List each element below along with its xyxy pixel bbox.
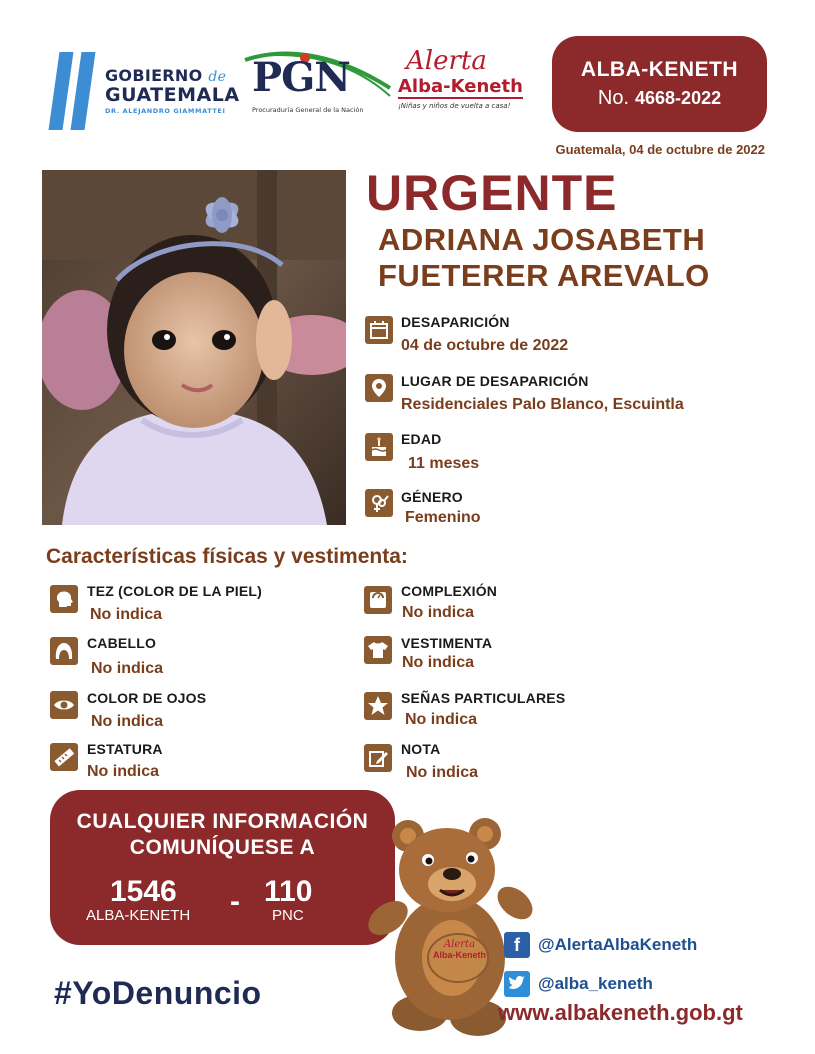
alerta-word: Alerta <box>406 46 487 76</box>
place-value: Residenciales Palo Blanco, Escuintla <box>401 396 684 413</box>
hair-icon <box>50 637 78 665</box>
pgn-letters: PGN <box>252 54 350 101</box>
urgent-title: URGENTE <box>366 165 618 221</box>
missing-child-photo <box>42 170 346 525</box>
number-separator: - <box>230 885 240 918</box>
ruler-icon <box>50 743 78 771</box>
phone-number-alba-keneth[interactable]: 1546 <box>110 875 177 908</box>
note-label: NOTA <box>401 741 441 757</box>
alerta-slogan: ¡Niñas y niños de vuelta a casa! <box>398 102 511 110</box>
gobierno-line2: GUATEMALA <box>105 84 240 106</box>
child-name-line2: FUETERER AREVALO <box>378 258 710 293</box>
alerta-name: Alba-Keneth <box>398 76 523 97</box>
cake-icon <box>365 433 393 461</box>
pgn-caption: Procuraduría General de la Nación <box>252 106 364 114</box>
twitter-icon[interactable] <box>504 971 530 997</box>
hair-value: No indica <box>91 660 164 677</box>
gender-value: Femenino <box>405 509 481 526</box>
gobierno-guatemala-logo <box>50 52 240 132</box>
phone-label-alba-keneth: ALBA-KENETH <box>86 907 191 924</box>
calendar-icon <box>365 316 393 344</box>
location-pin-icon <box>365 374 393 402</box>
contact-line1: CUALQUIER INFORMACIÓN <box>76 810 369 833</box>
hair-label: CABELLO <box>87 635 157 651</box>
alerta-alba-keneth-logo <box>398 46 533 121</box>
disappearance-value: 04 de octubre de 2022 <box>401 337 569 354</box>
note-pencil-icon <box>364 744 392 772</box>
bear-badge-line2: Alba-Keneth <box>432 950 486 960</box>
hashtag: #YoDenuncio <box>54 975 262 1011</box>
skin-label: TEZ (COLOR DE LA PIEL) <box>87 583 262 599</box>
scale-icon <box>364 586 392 614</box>
date-line: Guatemala, 04 de octubre de 2022 <box>555 142 765 157</box>
build-label: COMPLEXIÓN <box>401 583 498 599</box>
child-name-line1: ADRIANA JOSABETH <box>378 222 706 257</box>
place-label: LUGAR DE DESAPARICIÓN <box>401 373 589 389</box>
eye-icon <box>50 691 78 719</box>
contact-box <box>50 790 395 945</box>
gobierno-de: de <box>208 69 227 85</box>
facebook-icon[interactable]: f <box>504 932 530 958</box>
marks-value: No indica <box>405 711 478 728</box>
case-number-box <box>552 36 767 132</box>
case-number: 4668-2022 <box>635 88 722 108</box>
eyes-value: No indica <box>91 713 164 730</box>
eyes-label: COLOR DE OJOS <box>87 690 207 706</box>
website-link[interactable]: www.albakeneth.gob.gt <box>498 1000 743 1025</box>
phone-number-pnc[interactable]: 110 <box>264 875 313 908</box>
logo-bar <box>71 52 96 130</box>
skin-value: No indica <box>90 606 163 623</box>
gender-label: GÉNERO <box>401 489 463 505</box>
logo-bar <box>49 52 74 130</box>
twitter-handle[interactable]: @alba_keneth <box>538 974 653 993</box>
facebook-handle[interactable]: @AlertaAlbaKeneth <box>538 935 698 954</box>
gobierno-line3: DR. ALEJANDRO GIAMMATTEI <box>105 107 226 115</box>
shirt-icon <box>364 636 392 664</box>
note-value: No indica <box>406 764 479 781</box>
phone-label-pnc: PNC <box>272 907 304 924</box>
build-value: No indica <box>402 604 475 621</box>
star-icon <box>364 692 392 720</box>
clothing-value: No indica <box>402 654 475 671</box>
pgn-logo <box>240 48 395 123</box>
height-value: No indica <box>87 763 160 780</box>
gender-icon <box>365 489 393 517</box>
age-value: 11 meses <box>408 455 480 472</box>
bear-badge-line1: Alerta <box>443 939 476 950</box>
case-title: ALBA-KENETH <box>580 58 739 81</box>
disappearance-label: DESAPARICIÓN <box>401 314 510 330</box>
gobierno-line1: GOBIERNO <box>105 66 203 85</box>
case-no-label: No. <box>597 87 630 109</box>
contact-line2: COMUNÍQUESE A <box>129 836 316 859</box>
height-label: ESTATURA <box>87 741 163 757</box>
clothing-label: VESTIMENTA <box>401 635 493 651</box>
age-label: EDAD <box>401 431 442 447</box>
characteristics-heading: Características físicas y vestimenta: <box>46 545 408 568</box>
head-profile-icon <box>50 585 78 613</box>
marks-label: SEÑAS PARTICULARES <box>401 690 566 706</box>
